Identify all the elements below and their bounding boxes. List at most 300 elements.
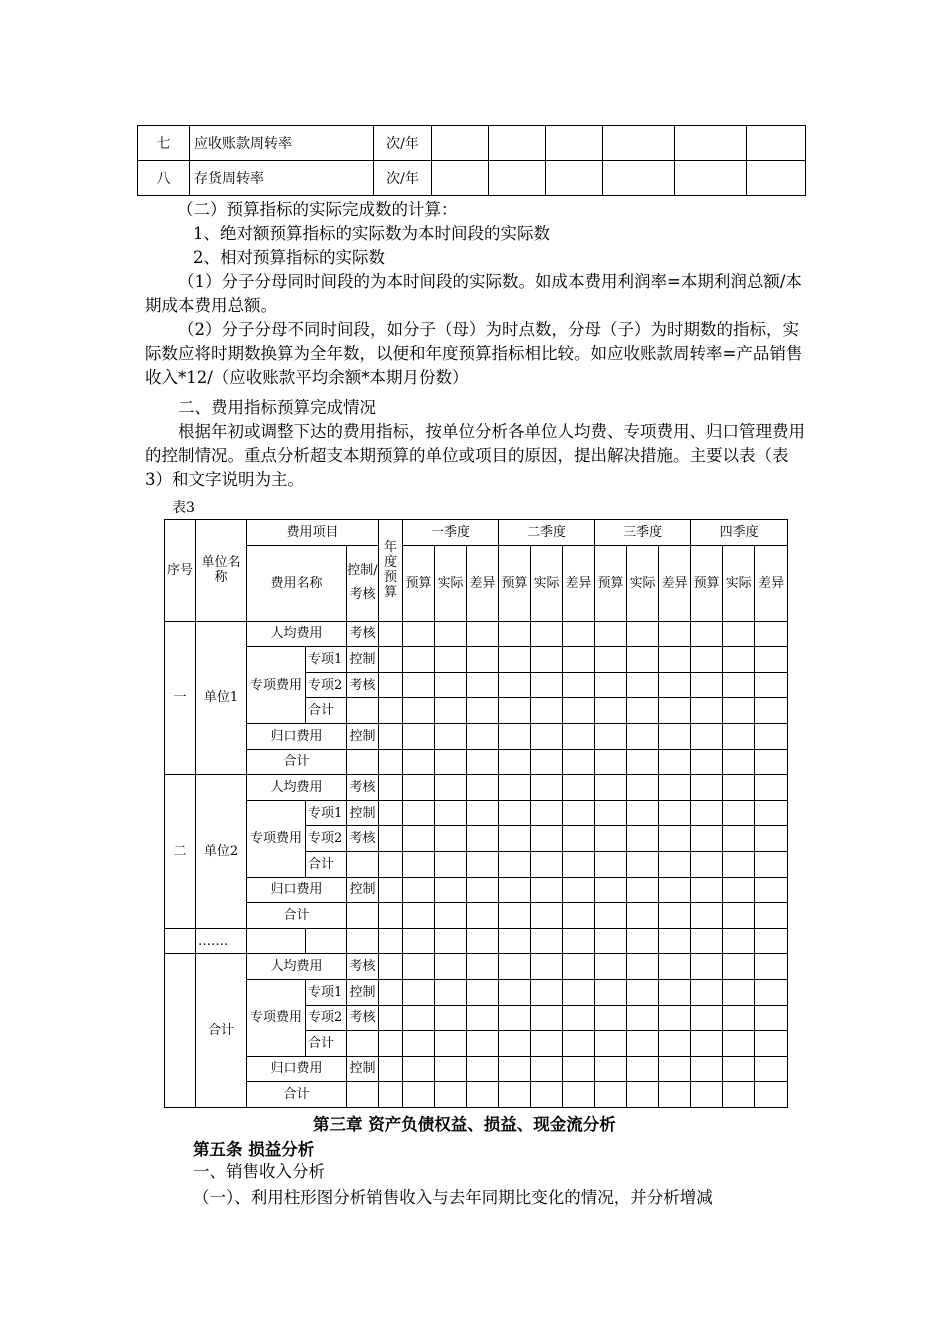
- empty-cell: [755, 749, 788, 775]
- empty-cell: [563, 723, 595, 749]
- empty-cell: [723, 800, 755, 826]
- empty-cell: [499, 826, 531, 852]
- total-label: 合计: [247, 749, 347, 775]
- empty-cell: [379, 826, 403, 852]
- header-diff: 差异: [563, 545, 595, 621]
- empty-cell: [435, 1082, 467, 1108]
- subtotal-label: 合计: [306, 851, 347, 877]
- empty-cell: [755, 621, 788, 647]
- empty-cell: [435, 775, 467, 801]
- empty-cell: [379, 800, 403, 826]
- empty-cell: [489, 126, 546, 161]
- empty-cell: [499, 1005, 531, 1031]
- empty-cell: [723, 851, 755, 877]
- empty-cell: [379, 621, 403, 647]
- empty-cell: [403, 851, 435, 877]
- empty-cell: [691, 800, 723, 826]
- empty-cell: [403, 672, 435, 698]
- empty-cell: [659, 954, 691, 980]
- empty-cell: [247, 928, 306, 954]
- empty-cell: [499, 749, 531, 775]
- empty-cell: [691, 851, 723, 877]
- empty-cell: [499, 954, 531, 980]
- centralized-label: 归口费用: [247, 723, 347, 749]
- empty-cell: [627, 647, 659, 673]
- empty-cell: [403, 621, 435, 647]
- empty-cell: [403, 954, 435, 980]
- empty-cell: [499, 1056, 531, 1082]
- paragraph-relative: 2、相对预算指标的实际数: [193, 248, 385, 267]
- empty-cell: [563, 1056, 595, 1082]
- empty-cell: [467, 1082, 499, 1108]
- empty-cell: [691, 672, 723, 698]
- empty-cell: [467, 621, 499, 647]
- header-expense-item: 费用项目: [247, 520, 379, 546]
- per-capita-label: 人均费用: [247, 621, 347, 647]
- empty-cell: [755, 928, 788, 954]
- empty-cell: [467, 647, 499, 673]
- empty-cell: [563, 851, 595, 877]
- empty-cell: [755, 723, 788, 749]
- section-expense-heading: 二、费用指标预算完成情况: [178, 398, 376, 417]
- empty-cell: [723, 877, 755, 903]
- empty-cell: [306, 928, 347, 954]
- per-capita-label: 人均费用: [247, 775, 347, 801]
- header-budget: 预算: [691, 545, 723, 621]
- empty-cell: [595, 928, 627, 954]
- group-seq: 一: [165, 621, 196, 775]
- empty-cell: [531, 672, 563, 698]
- header-budget: 预算: [403, 545, 435, 621]
- header-q1: 一季度: [403, 520, 499, 546]
- empty-cell: [531, 800, 563, 826]
- table-row: [138, 126, 806, 161]
- empty-cell: [435, 800, 467, 826]
- empty-cell: [627, 826, 659, 852]
- empty-cell: [432, 126, 489, 161]
- table-row: [165, 979, 788, 1005]
- empty-cell: [659, 647, 691, 673]
- empty-cell: [659, 621, 691, 647]
- empty-cell: [379, 1082, 403, 1108]
- ctrl-label: 控制: [347, 877, 379, 903]
- empty-cell: [595, 749, 627, 775]
- indicator-table: [137, 125, 806, 196]
- empty-cell: [531, 647, 563, 673]
- empty-cell: [755, 979, 788, 1005]
- empty-cell: [499, 979, 531, 1005]
- empty-cell: [563, 1082, 595, 1108]
- empty-cell: [691, 647, 723, 673]
- ctrl-label: 控制: [347, 647, 379, 673]
- empty-cell: [499, 1082, 531, 1108]
- empty-cell: [403, 775, 435, 801]
- empty-cell: [403, 979, 435, 1005]
- empty-cell: [627, 877, 659, 903]
- empty-cell: [603, 161, 675, 196]
- table-row: [165, 723, 788, 749]
- empty-cell: [675, 126, 747, 161]
- header-actual: 实际: [723, 545, 755, 621]
- total-label: 合计: [247, 1082, 347, 1108]
- empty-cell: [659, 979, 691, 1005]
- indicator-unit: 次/年: [374, 161, 432, 196]
- assess-label: 考核: [347, 621, 379, 647]
- empty-cell: [627, 723, 659, 749]
- empty-cell: [347, 698, 379, 724]
- empty-cell: [691, 698, 723, 724]
- empty-cell: [755, 903, 788, 929]
- empty-cell: [435, 1056, 467, 1082]
- empty-cell: [379, 1031, 403, 1057]
- empty-cell: [595, 672, 627, 698]
- indicator-unit: 次/年: [374, 126, 432, 161]
- empty-cell: [659, 851, 691, 877]
- subtotal-label: 合计: [306, 1031, 347, 1057]
- empty-cell: [467, 826, 499, 852]
- empty-cell: [627, 698, 659, 724]
- empty-cell: [723, 698, 755, 724]
- empty-cell: [627, 1005, 659, 1031]
- empty-cell: [723, 954, 755, 980]
- indicator-name: 应收账款周转率: [190, 126, 374, 161]
- empty-cell: [659, 775, 691, 801]
- group-unit: 单位1: [196, 621, 247, 775]
- empty-cell: [691, 1082, 723, 1108]
- empty-cell: [755, 1056, 788, 1082]
- empty-cell: [595, 954, 627, 980]
- empty-cell: [595, 877, 627, 903]
- empty-cell: [435, 1005, 467, 1031]
- header-unit-name: 单位名称: [196, 520, 247, 622]
- special2-label: 专项2: [306, 1005, 347, 1031]
- group-seq: 二: [165, 775, 196, 929]
- empty-cell: [563, 621, 595, 647]
- empty-cell: [723, 775, 755, 801]
- header-q2: 二季度: [499, 520, 595, 546]
- empty-cell: [403, 698, 435, 724]
- empty-cell: [467, 1056, 499, 1082]
- empty-cell: [659, 698, 691, 724]
- table-caption: 表3: [172, 500, 195, 516]
- empty-cell: [563, 979, 595, 1005]
- empty-cell: [347, 1082, 379, 1108]
- empty-cell: [755, 775, 788, 801]
- empty-cell: [435, 826, 467, 852]
- empty-cell: [531, 1005, 563, 1031]
- empty-cell: [627, 1031, 659, 1057]
- empty-cell: [403, 826, 435, 852]
- empty-cell: [435, 954, 467, 980]
- empty-cell: [499, 928, 531, 954]
- empty-cell: [546, 161, 603, 196]
- empty-cell: [595, 775, 627, 801]
- special1-label: 专项1: [306, 979, 347, 1005]
- empty-cell: [531, 723, 563, 749]
- empty-cell: [467, 749, 499, 775]
- empty-cell: [347, 928, 379, 954]
- header-row: [165, 545, 788, 621]
- ctrl-label: 控制: [347, 723, 379, 749]
- empty-cell: [467, 903, 499, 929]
- empty-cell: [755, 698, 788, 724]
- empty-cell: [691, 979, 723, 1005]
- empty-cell: [659, 877, 691, 903]
- header-row: [165, 520, 788, 546]
- paragraph-same-period: （1）分子分母同时间段的为本时间段的实际数。如成本费用利润率=本期利润总额/本期成本费用总额。: [145, 272, 802, 315]
- empty-cell: [379, 1005, 403, 1031]
- empty-cell: [435, 698, 467, 724]
- empty-cell: [595, 1082, 627, 1108]
- empty-cell: [467, 775, 499, 801]
- empty-cell: [563, 954, 595, 980]
- empty-cell: [691, 775, 723, 801]
- empty-cell: [403, 800, 435, 826]
- empty-cell: [379, 928, 403, 954]
- empty-cell: [723, 647, 755, 673]
- empty-cell: [499, 698, 531, 724]
- table-row: [165, 621, 788, 647]
- empty-cell: [379, 1056, 403, 1082]
- empty-cell: [659, 800, 691, 826]
- empty-cell: [546, 126, 603, 161]
- empty-cell: [627, 775, 659, 801]
- empty-cell: [499, 672, 531, 698]
- empty-cell: [691, 954, 723, 980]
- empty-cell: [379, 698, 403, 724]
- empty-cell: [435, 1031, 467, 1057]
- header-seq: 序号: [165, 520, 196, 622]
- empty-cell: [659, 1056, 691, 1082]
- empty-cell: [435, 928, 467, 954]
- header-control: 控制/考核: [347, 545, 379, 621]
- table-row: [165, 903, 788, 929]
- empty-cell: [403, 723, 435, 749]
- paragraph-calc-heading: （二）预算指标的实际完成数的计算：: [177, 200, 458, 219]
- empty-cell: [379, 877, 403, 903]
- empty-cell: [627, 749, 659, 775]
- article-title: 第五条 损益分析: [193, 1140, 315, 1159]
- centralized-label: 归口费用: [247, 1056, 347, 1082]
- empty-cell: [347, 903, 379, 929]
- empty-cell: [723, 621, 755, 647]
- table-row: [138, 161, 806, 196]
- empty-cell: [659, 749, 691, 775]
- empty-cell: [467, 1005, 499, 1031]
- empty-cell: [723, 749, 755, 775]
- header-diff: 差异: [659, 545, 691, 621]
- empty-cell: [755, 851, 788, 877]
- empty-cell: [379, 903, 403, 929]
- table-row: [165, 954, 788, 980]
- empty-cell: [347, 1031, 379, 1057]
- empty-cell: [659, 1031, 691, 1057]
- empty-cell: [467, 800, 499, 826]
- empty-cell: [675, 161, 747, 196]
- empty-cell: [595, 851, 627, 877]
- empty-cell: [691, 877, 723, 903]
- special1-label: 专项1: [306, 800, 347, 826]
- empty-cell: [379, 672, 403, 698]
- empty-cell: [723, 672, 755, 698]
- empty-cell: [595, 647, 627, 673]
- empty-cell: [755, 1031, 788, 1057]
- empty-cell: [531, 851, 563, 877]
- empty-cell: [595, 1031, 627, 1057]
- empty-cell: [499, 851, 531, 877]
- row-number: 八: [138, 161, 190, 196]
- empty-cell: [531, 928, 563, 954]
- empty-cell: [467, 877, 499, 903]
- empty-cell: [467, 928, 499, 954]
- header-actual: 实际: [435, 545, 467, 621]
- empty-cell: [379, 749, 403, 775]
- empty-cell: [403, 1031, 435, 1057]
- empty-cell: [747, 161, 806, 196]
- empty-cell: [603, 126, 675, 161]
- row-number: 七: [138, 126, 190, 161]
- empty-cell: [595, 1005, 627, 1031]
- empty-cell: [595, 800, 627, 826]
- table-row: [165, 800, 788, 826]
- empty-cell: [403, 928, 435, 954]
- empty-cell: [499, 1031, 531, 1057]
- empty-cell: [627, 979, 659, 1005]
- empty-cell: [627, 903, 659, 929]
- assess-label: 考核: [347, 1005, 379, 1031]
- empty-cell: [435, 979, 467, 1005]
- empty-cell: [435, 903, 467, 929]
- empty-cell: [755, 800, 788, 826]
- special-label: 专项费用: [247, 979, 306, 1056]
- empty-cell: [627, 1082, 659, 1108]
- ctrl-label: 控制: [347, 800, 379, 826]
- empty-cell: [691, 621, 723, 647]
- header-q3: 三季度: [595, 520, 691, 546]
- header-actual: 实际: [627, 545, 659, 621]
- empty-cell: [659, 723, 691, 749]
- empty-cell: [755, 877, 788, 903]
- empty-cell: [659, 903, 691, 929]
- empty-cell: [467, 954, 499, 980]
- paragraph-diff-period: （2）分子分母不同时间段，如分子（母）为时点数，分母（子）为时期数的指标，实际数应将时期数换算为全年数，以便和年度预算指标相比较。如应收账款周转率=产品销售收入*12/（应收账款平均余额*本期月份数）: [145, 320, 803, 387]
- header-annual-budget: 年度预算: [379, 520, 403, 622]
- empty-cell: [755, 1005, 788, 1031]
- empty-cell: [403, 1005, 435, 1031]
- empty-cell: [499, 877, 531, 903]
- table-row: [165, 647, 788, 673]
- empty-cell: [627, 1056, 659, 1082]
- empty-cell: [627, 954, 659, 980]
- empty-cell: [499, 621, 531, 647]
- assess-label: 考核: [347, 775, 379, 801]
- group-unit: 单位2: [196, 775, 247, 929]
- empty-cell: [489, 161, 546, 196]
- empty-cell: [627, 672, 659, 698]
- empty-cell: [347, 749, 379, 775]
- empty-cell: [659, 1082, 691, 1108]
- paragraph-expense-analysis: 根据年初或调整下达的费用指标，按单位分析各单位人均费、专项费用、归口管理费用的控制情况。重点分析超支本期预算的单位或项目的原因，提出解决措施。主要以表（表3）和文字说明为主。: [145, 422, 805, 489]
- empty-cell: [435, 672, 467, 698]
- empty-cell: [531, 903, 563, 929]
- header-actual: 实际: [531, 545, 563, 621]
- empty-cell: [563, 877, 595, 903]
- empty-cell: [165, 954, 196, 1108]
- empty-cell: [531, 826, 563, 852]
- empty-cell: [379, 954, 403, 980]
- empty-cell: [563, 1005, 595, 1031]
- empty-cell: [755, 1082, 788, 1108]
- empty-cell: [379, 851, 403, 877]
- empty-cell: [723, 928, 755, 954]
- ctrl-label: 控制: [347, 979, 379, 1005]
- empty-cell: [659, 1005, 691, 1031]
- empty-cell: [595, 903, 627, 929]
- empty-cell: [531, 954, 563, 980]
- empty-cell: [595, 1056, 627, 1082]
- indicator-name: 存货周转率: [190, 161, 374, 196]
- empty-cell: [403, 903, 435, 929]
- empty-cell: [499, 903, 531, 929]
- empty-cell: [723, 1056, 755, 1082]
- header-expense-name: 费用名称: [247, 545, 347, 621]
- header-diff: 差异: [755, 545, 788, 621]
- empty-cell: [723, 979, 755, 1005]
- empty-cell: [563, 647, 595, 673]
- empty-cell: [691, 723, 723, 749]
- empty-cell: [691, 903, 723, 929]
- empty-cell: [467, 698, 499, 724]
- empty-cell: [595, 826, 627, 852]
- empty-cell: [467, 979, 499, 1005]
- special-label: 专项费用: [247, 647, 306, 724]
- header-diff: 差异: [467, 545, 499, 621]
- empty-cell: [379, 647, 403, 673]
- empty-cell: [467, 723, 499, 749]
- empty-cell: [467, 851, 499, 877]
- per-capita-label: 人均费用: [247, 954, 347, 980]
- empty-cell: [691, 1056, 723, 1082]
- empty-cell: [595, 979, 627, 1005]
- empty-cell: [747, 126, 806, 161]
- empty-cell: [691, 826, 723, 852]
- empty-cell: [691, 749, 723, 775]
- empty-cell: [691, 1031, 723, 1057]
- empty-cell: [659, 928, 691, 954]
- empty-cell: [531, 621, 563, 647]
- empty-cell: [435, 723, 467, 749]
- special-label: 专项费用: [247, 800, 306, 877]
- empty-cell: [723, 1031, 755, 1057]
- empty-cell: [435, 851, 467, 877]
- table-row: [165, 749, 788, 775]
- empty-cell: [499, 775, 531, 801]
- empty-cell: [563, 928, 595, 954]
- empty-cell: [627, 621, 659, 647]
- empty-cell: [531, 775, 563, 801]
- empty-cell: [723, 723, 755, 749]
- empty-cell: [531, 1031, 563, 1057]
- empty-cell: [531, 979, 563, 1005]
- empty-cell: [563, 1031, 595, 1057]
- ctrl-label: 控制: [347, 1056, 379, 1082]
- paragraph-absolute: 1、绝对额预算指标的实际数为本时间段的实际数: [193, 224, 550, 243]
- grand-total-label: 合计: [196, 954, 247, 1108]
- empty-cell: [379, 723, 403, 749]
- empty-cell: [755, 954, 788, 980]
- table-row: [165, 928, 788, 954]
- empty-cell: [755, 826, 788, 852]
